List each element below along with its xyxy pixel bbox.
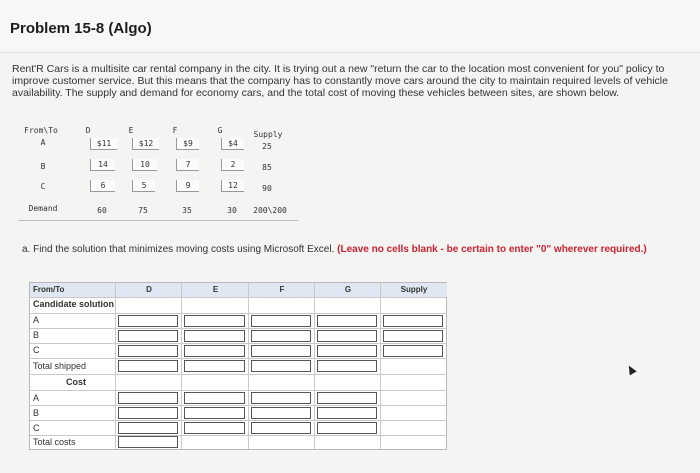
grid-row-label-b: B [33, 330, 40, 340]
demand-cell: 60 [97, 206, 107, 215]
input-b-d[interactable] [118, 330, 178, 342]
grid-line [30, 390, 446, 391]
answer-grid [29, 282, 447, 450]
demand-label: Demand [28, 204, 58, 213]
input-cost-b-d[interactable] [118, 407, 178, 419]
grid-header-supply: Supply [380, 283, 447, 297]
input-a-f[interactable] [251, 315, 311, 327]
grid-header-d: D [115, 283, 182, 297]
page-title: Problem 15-8 (Algo) [10, 20, 152, 37]
input-cost-c-d[interactable] [118, 422, 178, 434]
cost-cell: 2 [221, 159, 244, 171]
row-label-a: A [40, 138, 46, 147]
column-header-f: F [172, 126, 178, 135]
column-header-d: D [85, 126, 91, 135]
demand-cell: 30 [227, 206, 237, 215]
input-cost-a-f[interactable] [251, 392, 311, 404]
supply-cell: 90 [262, 184, 272, 193]
grid-line [30, 313, 446, 314]
grid-line [30, 328, 446, 329]
cost-cell: $11 [90, 138, 117, 150]
input-c-g[interactable] [317, 345, 377, 357]
input-b-supply[interactable] [383, 330, 443, 342]
grid-line [314, 283, 315, 449]
header-bar [0, 0, 700, 53]
input-cost-a-g[interactable] [317, 392, 377, 404]
demand-cell: 75 [138, 206, 148, 215]
supply-header: Supply [253, 130, 283, 139]
grid-header-f: F [248, 283, 315, 297]
input-cost-c-e[interactable] [184, 422, 245, 434]
grid-line [30, 343, 446, 344]
input-b-f[interactable] [251, 330, 311, 342]
total-supply-demand: 200\200 [253, 206, 287, 215]
mouse-cursor-icon [625, 364, 636, 376]
grid-line [30, 297, 446, 298]
grid-line [30, 435, 446, 436]
input-cost-b-g[interactable] [317, 407, 377, 419]
question-prompt: a. Find the solution that minimizes moving costs using Microsoft Excel. [22, 244, 335, 255]
input-a-g[interactable] [317, 315, 377, 327]
input-cost-a-e[interactable] [184, 392, 245, 404]
input-cost-b-f[interactable] [251, 407, 311, 419]
cost-cell: 5 [132, 180, 155, 192]
question-text [22, 244, 662, 256]
input-c-d[interactable] [118, 345, 178, 357]
question-instruction: (Leave no cells blank - be certain to enter "0" wherever required.) [337, 244, 647, 255]
problem-description: Rent'R Cars is a multisite car rental company in the city. It is trying out a new "return the car to the location most convenient for you" policy to improve customer service. But this means that the company has to constantly move cars around the city to maintain required levels of vehicle availability. The supply and demand for economy cars, and the total cost of moving these vehicles between sites, are shown below. [12, 63, 668, 99]
grid-line [115, 283, 116, 449]
input-cost-c-f[interactable] [251, 422, 311, 434]
supply-cell: 25 [262, 142, 272, 151]
grid-header-g: G [314, 283, 381, 297]
input-total-f[interactable] [251, 360, 311, 372]
supply-cell: 85 [262, 163, 272, 172]
input-cost-b-e[interactable] [184, 407, 245, 419]
grid-cost-row-label-a: A [33, 393, 40, 403]
input-c-e[interactable] [184, 345, 245, 357]
cost-cell: $4 [221, 138, 244, 150]
cost-cell: 9 [176, 180, 199, 192]
grid-cost-row-label-b: B [33, 408, 40, 418]
cost-label: Cost [66, 377, 86, 387]
grid-line [380, 283, 381, 449]
input-b-g[interactable] [317, 330, 377, 342]
column-header-g: G [217, 126, 223, 135]
cost-table [18, 126, 298, 222]
input-a-d[interactable] [118, 315, 178, 327]
grid-line [30, 420, 446, 421]
input-c-supply[interactable] [383, 345, 443, 357]
grid-line [181, 283, 182, 449]
input-cost-a-d[interactable] [118, 392, 178, 404]
cost-cell: $9 [176, 138, 199, 150]
grid-row-label-c: C [33, 345, 40, 355]
total-shipped-label: Total shipped [33, 361, 87, 371]
demand-cell: 35 [182, 206, 192, 215]
row-label-b: B [40, 162, 46, 171]
input-total-e[interactable] [184, 360, 245, 372]
grid-line [30, 405, 446, 406]
input-a-e[interactable] [184, 315, 245, 327]
candidate-solution-label: Candidate solution [33, 299, 114, 309]
grid-corner-label: From/To [30, 283, 115, 297]
table-corner-label: From\To [24, 126, 58, 135]
input-total-g[interactable] [317, 360, 377, 372]
input-total-d[interactable] [118, 360, 178, 372]
cost-cell: 10 [132, 159, 157, 171]
grid-header-e: E [181, 283, 249, 297]
cost-cell: 12 [221, 180, 244, 192]
cost-cell: 14 [90, 159, 115, 171]
total-costs-label: Total costs [33, 437, 76, 447]
column-header-e: E [128, 126, 134, 135]
grid-line [30, 358, 446, 359]
input-total-costs[interactable] [118, 436, 178, 448]
input-c-f[interactable] [251, 345, 311, 357]
cost-cell: 6 [90, 180, 115, 192]
cost-cell: 7 [176, 159, 199, 171]
grid-line [30, 374, 446, 375]
input-b-e[interactable] [184, 330, 245, 342]
cost-cell: $12 [132, 138, 159, 150]
grid-line [248, 283, 249, 449]
input-cost-c-g[interactable] [317, 422, 377, 434]
grid-cost-row-label-c: C [33, 423, 40, 433]
row-label-c: C [40, 182, 46, 191]
table-divider [18, 220, 298, 221]
input-a-supply[interactable] [383, 315, 443, 327]
grid-row-label-a: A [33, 315, 40, 325]
